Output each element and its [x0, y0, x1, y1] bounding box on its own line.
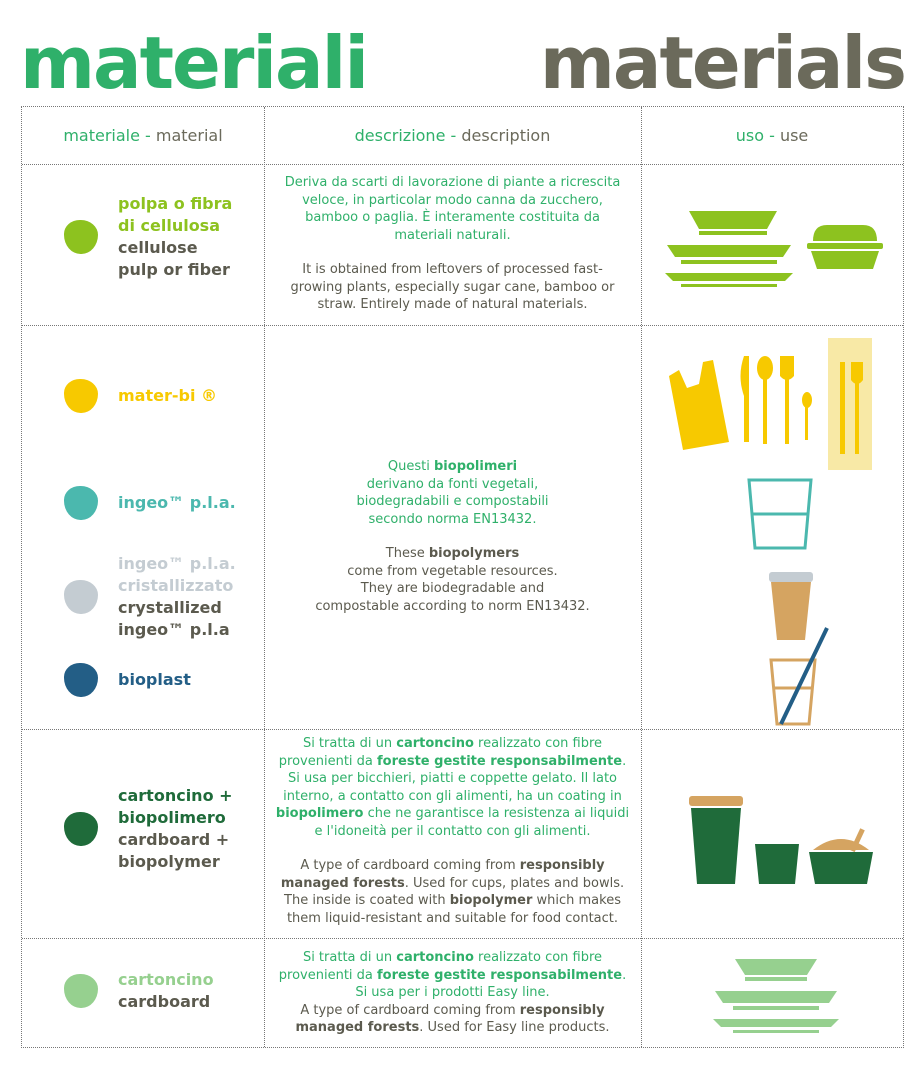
text: biodegradabili e compostabili [356, 494, 549, 509]
text: compostable according to norm EN13432. [315, 598, 590, 614]
cutlery-icon [741, 356, 813, 444]
material-name-it: ingeo™ p.l.a. [118, 554, 236, 573]
material-name-en: cardboard + [118, 830, 230, 849]
highlight: biopolymer [449, 893, 533, 908]
description-it: Deriva da scarti di lavorazione di piante a ricrescita veloce, in particolar modo canna da zucchero, bamboo o paglia. È interamente costituita da materiali naturali. [284, 175, 621, 243]
material-name: mater-bi ® [118, 386, 218, 405]
cardboard-biopolymer-swatch [64, 812, 98, 846]
title-english: materials [539, 21, 905, 105]
description-cardboard-biopolymer [264, 735, 641, 927]
highlight: responsibly managed forests [280, 858, 605, 891]
highlight: responsibly managed forests [295, 1002, 605, 1035]
material-materbi [64, 379, 217, 413]
material-name: bioplast [118, 670, 191, 689]
material-crystallized [64, 553, 236, 641]
use-cellulose [641, 165, 903, 325]
header-material [22, 107, 264, 164]
plate-stack-icon [665, 211, 793, 287]
cardboard-swatch [64, 974, 98, 1008]
material-cellulose [64, 193, 232, 281]
text: . Used for cups, plates and bowls. The inside is coated with [284, 875, 625, 908]
highlight: biopolimeri [434, 459, 518, 474]
text: secondo norma EN13432. [368, 511, 537, 527]
clamshell-box-icon [807, 225, 883, 269]
text: Questi [387, 459, 434, 474]
header-use-en: use [779, 126, 809, 145]
material-ingeo [64, 486, 236, 520]
material-name-en: pulp or fiber [118, 260, 230, 279]
highlight: cartoncino [396, 950, 474, 965]
material-bioplast [64, 663, 191, 697]
text: They are biodegradable and [360, 581, 545, 596]
material-cardboard-biopolymer [64, 785, 233, 873]
paper-cup-icon [689, 796, 743, 884]
header-separator: - [139, 126, 156, 145]
header-description [264, 107, 641, 164]
text: A type of cardboard coming from [300, 858, 520, 873]
wrapped-cutlery-icon [828, 338, 872, 470]
text: . Si usa per i prodotti Easy line. [355, 967, 627, 1000]
description-cardboard [264, 949, 641, 1037]
text: Si tratta di un [302, 950, 397, 965]
use-cardboard-biopolymer [641, 730, 903, 938]
material-name-it: polpa o fibra [118, 194, 233, 213]
title-italian: materiali [20, 21, 367, 105]
material-name-it: biopolimero [118, 808, 226, 827]
material-name-it: di cellulosa [118, 216, 220, 235]
coffee-cup-icon [769, 572, 813, 640]
description-biopolymers [264, 458, 641, 615]
highlight: foreste gestite responsabilmente [377, 967, 623, 983]
plate-stack-icon [713, 959, 839, 1033]
text: which makes them liquid-resistant and suitable for food contact. [286, 893, 621, 926]
material-name-en: biopolymer [118, 852, 220, 871]
text: come from vegetable resources. [347, 563, 558, 579]
header-use-it: uso [735, 126, 764, 145]
material-name-it: cartoncino + [118, 786, 233, 805]
use-cardboard [641, 939, 903, 1047]
header-material-it: materiale [63, 126, 140, 145]
material-name-it: cristallizzato [118, 576, 234, 595]
use-biopolymers [641, 326, 903, 729]
cellulose-swatch [64, 220, 98, 254]
header-material-en: material [155, 126, 223, 145]
ingeo-swatch [64, 486, 98, 520]
highlight: biopolimero [275, 806, 364, 821]
text: realizzato con fibre provenienti da [278, 736, 603, 769]
small-cup-icon [755, 844, 799, 884]
material-name-en: crystallized [118, 598, 222, 617]
material-cardboard [64, 969, 214, 1013]
bioplast-swatch [64, 663, 98, 697]
header-separator: - [445, 126, 462, 145]
material-name-it: cartoncino [118, 970, 214, 989]
materbi-swatch [64, 379, 98, 413]
highlight: foreste gestite responsabilmente [377, 753, 623, 769]
highlight: cartoncino [396, 736, 474, 751]
text: . Si usa per bicchieri, piatti e coppette gelato. Il lato interno, a contatto con gli alimenti, ha un coating in [283, 753, 627, 804]
text: derivano da fonti vegetali, [366, 476, 539, 492]
text: A type of cardboard coming from [300, 1002, 520, 1018]
material-name-en: ingeo™ p.l.a [118, 620, 230, 639]
material-name: ingeo™ p.l.a. [118, 493, 236, 512]
material-name-en: cardboard [118, 992, 211, 1011]
materials-table [21, 106, 904, 1048]
material-name-en: cellulose [118, 238, 198, 257]
description-cellulose [264, 174, 641, 314]
header-description-it: descrizione [354, 126, 446, 145]
text: Si tratta di un [302, 736, 397, 751]
description-en: It is obtained from leftovers of processed fast-growing plants, especially sugar cane, bamboo or straw. Entirely made of natural materials. [290, 262, 615, 312]
header-separator: - [763, 126, 780, 145]
text: . Used for Easy line products. [419, 1020, 610, 1035]
highlight: biopolymers [428, 546, 520, 561]
clear-cup-icon [749, 480, 811, 548]
cup-with-straw-icon [771, 628, 827, 724]
ice-cream-bowl-icon [809, 828, 873, 884]
text: che ne garantisce la resistenza ai liquidi e l'idoneità per il contatto con gli alimenti. [314, 806, 630, 839]
shopping-bag-icon [669, 360, 729, 450]
header-use [641, 107, 903, 164]
header-description-en: description [461, 126, 551, 145]
text: These [385, 546, 429, 561]
text: realizzato con fibre provenienti da [278, 950, 603, 983]
crystallized-swatch [64, 580, 98, 614]
